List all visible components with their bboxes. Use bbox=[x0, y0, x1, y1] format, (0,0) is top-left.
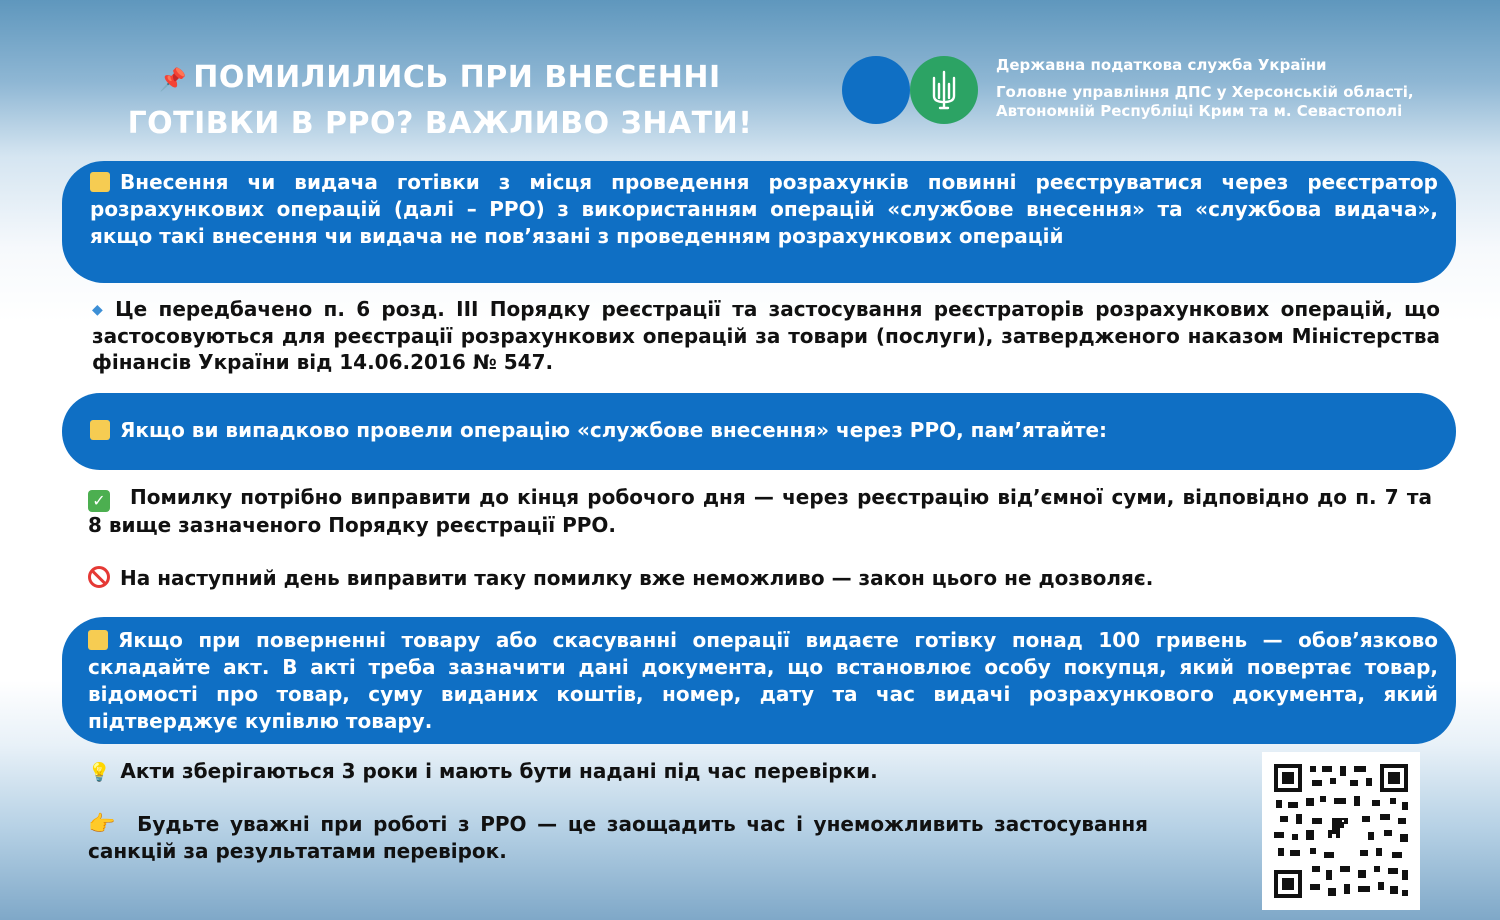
info-block-3-text: Якщо при поверненні товару або скасуванні операції видаєте готівку понад 100 гривень — обов’язково складайте акт. В акті треба зазначити дані документа, що встановлює особу покупця, який повертає товар, відомості про товар, суму виданих коштів, номер, дату та час видачі розрахункового документа, який підтверджує купівлю товару. bbox=[88, 628, 1438, 733]
info-block-cash-registration bbox=[62, 161, 1456, 283]
pointing-hand-icon: 👉 bbox=[88, 812, 120, 837]
yellow-square-icon bbox=[90, 172, 110, 192]
info-block-1-text: Внесення чи видача готівки з місця проведення розрахунків повинні реєструватися через реєстратор розрахункових операцій (далі – РРО) з використанням операцій «службове внесення» та «службова видача», якщо такі внесення чи видача не пов’язані з проведенням розрахункових операцій bbox=[90, 170, 1438, 248]
tip-acts-storage: 💡 Акти зберігаються 3 роки і мають бути надані під час перевірки. bbox=[88, 759, 878, 783]
trident-emblem-logo bbox=[910, 56, 978, 124]
blue-circle-logo bbox=[842, 56, 910, 124]
agency-line-3: Автономній Республіці Крим та м. Севастополі bbox=[996, 102, 1403, 120]
info-block-remember bbox=[62, 393, 1456, 470]
trident-icon bbox=[930, 70, 958, 110]
prohibited-icon bbox=[88, 566, 110, 588]
legal-basis-note: ◆ Це передбачено п. 6 розд. III Порядку реєстрації та застосування реєстраторів розрахункових операцій, що застосовуються для реєстрації розрахункових операцій за товари (послуги), затвердженого наказом Міністерства фінансів України від 14.06.2016 № 547. bbox=[92, 297, 1440, 374]
page-title bbox=[110, 56, 770, 145]
pushpin-icon: 📌 bbox=[159, 68, 188, 93]
qr-code[interactable] bbox=[1262, 752, 1420, 910]
info-block-return-act bbox=[62, 617, 1456, 744]
yellow-square-icon bbox=[88, 630, 108, 650]
check-mark-icon: ✓ bbox=[88, 490, 110, 512]
final-advice: 👉 Будьте уважні при роботі з РРО — це заощадить час і унеможливить застосування санкцій за результатами перевірок. bbox=[88, 812, 1148, 863]
blue-diamond-icon: ◆ bbox=[92, 302, 108, 318]
light-bulb-icon: 💡 bbox=[88, 762, 111, 783]
qr-code-image bbox=[1262, 752, 1420, 910]
agency-name bbox=[996, 56, 1466, 121]
point-next-day-forbidden: На наступний день виправити таку помилку вже неможливо — закон цього не дозволяє. bbox=[88, 565, 1432, 592]
title-line-2: ГОТІВКИ В РРО? ВАЖЛИВО ЗНАТИ! bbox=[127, 106, 753, 141]
info-block-2-text: Якщо ви випадково провели операцію «службове внесення» через РРО, пам’ятайте: bbox=[90, 417, 1438, 444]
agency-line-2: Головне управління ДПС у Херсонській області, bbox=[996, 83, 1414, 101]
agency-line-1: Державна податкова служба України bbox=[996, 56, 1327, 74]
point-fix-same-day: ✓ Помилку потрібно виправити до кінця робочого дня — через реєстрацію від’ємної суми, відповідно до п. 7 та 8 вище зазначеного Порядку реєстрації РРО. bbox=[88, 485, 1432, 537]
yellow-square-icon bbox=[90, 420, 110, 440]
title-line-1: 📌 ПОМИЛИЛИСЬ ПРИ ВНЕСЕННІ bbox=[159, 60, 721, 95]
